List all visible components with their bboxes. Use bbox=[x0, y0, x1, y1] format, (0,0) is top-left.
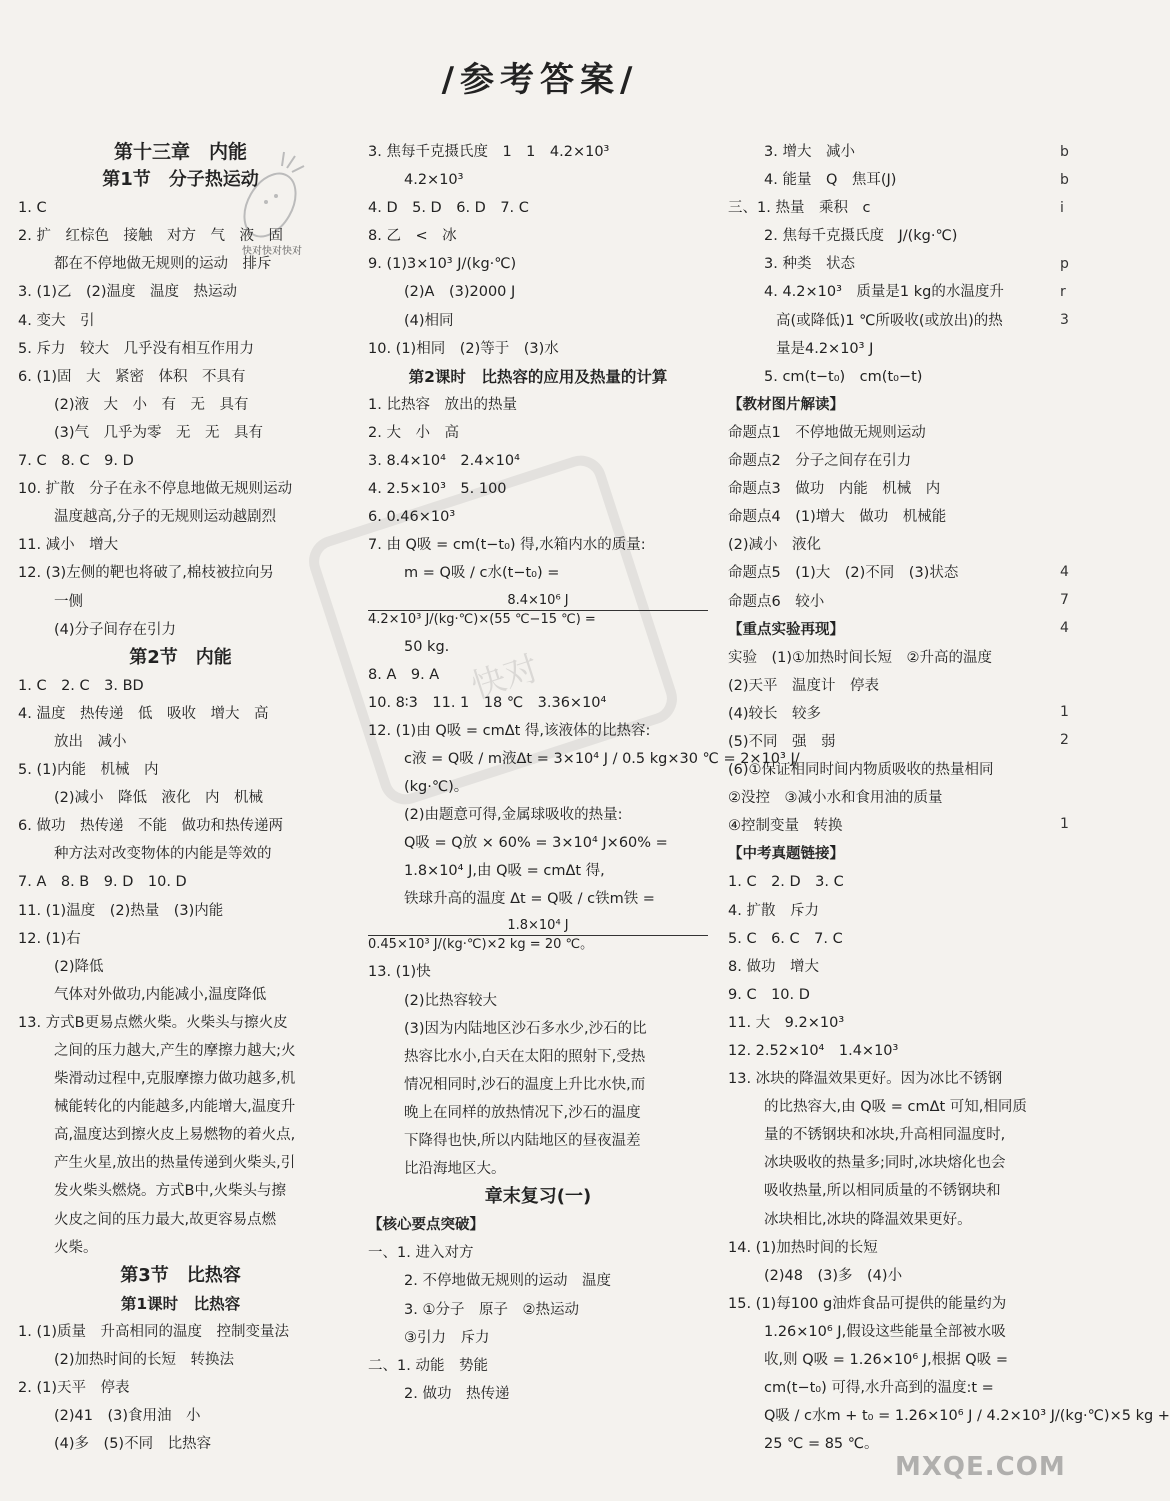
answer-line: (2)天平 温度计 停表 bbox=[728, 677, 880, 694]
answer-line: 3. 增大 减小 bbox=[764, 144, 855, 160]
answer-line: 一侧 bbox=[54, 593, 83, 610]
section-tag: 【核心要点突破】 bbox=[368, 1217, 484, 1234]
answer-line: 12. (3)左侧的靶也将破了,棉枝被拉向另 bbox=[18, 565, 274, 582]
answer-line: 高(或降低)1 ℃所吸收(或放出)的热 bbox=[776, 312, 1003, 329]
answer-line: 吸收热量,所以相同质量的不锈钢块和 bbox=[764, 1183, 1001, 1200]
answer-line: (3)因为内陆地区沙石多水少,沙石的比 bbox=[404, 1020, 647, 1037]
answer-line: 量是4.2×10³ J bbox=[776, 340, 874, 357]
answer-line: (6)①保证相同时间内物质吸收的热量相同 bbox=[728, 762, 994, 779]
answer-line: (2)液 大 小 有 无 具有 bbox=[54, 396, 249, 413]
answer-line: 实验 (1)①加热时间长短 ②升高的温度 bbox=[728, 649, 993, 666]
answer-line: (kg·℃)。 bbox=[404, 778, 469, 795]
answer-line: 三、1. 热量 乘积 c bbox=[728, 200, 871, 217]
answer-line: 12. 2.52×10⁴ 1.4×10³ bbox=[728, 1043, 899, 1059]
answer-line: 命题点6 较小 bbox=[728, 593, 825, 610]
answer-line: (4)较长 较多 bbox=[728, 705, 822, 722]
answer-line: 4. 4.2×10³ 质量是1 kg的水温度升 bbox=[764, 284, 1004, 301]
answer-line: 3. 种类 状态 bbox=[764, 256, 855, 273]
answer-line: 高,温度达到擦火皮上易燃物的着火点, bbox=[54, 1127, 296, 1144]
answer-line: 都在不停地做无规则的运动 排斥 bbox=[54, 256, 272, 273]
answer-line: 3. 焦每千克摄氏度 1 1 4.2×10³ bbox=[368, 144, 610, 160]
answer-line: 10. 扩散 分子在永不停息地做无规则运动 bbox=[18, 481, 293, 498]
answer-line: 温度越高,分子的无规则运动越剧烈 bbox=[54, 509, 277, 526]
answer-line: (3)气 几乎为零 无 无 具有 bbox=[54, 424, 264, 441]
answer-line: 冰块相比,冰块的降温效果更好。 bbox=[764, 1211, 972, 1228]
section-heading: 第1节 分子热运动 bbox=[102, 169, 259, 191]
edge-glyph bbox=[1060, 418, 1080, 446]
section-tag: 【中考真题链接】 bbox=[728, 846, 844, 863]
answer-line: 12. (1)由 Q吸 = cmΔt 得,该液体的比热容: bbox=[368, 722, 651, 739]
edge-glyph: 2 bbox=[1060, 732, 1069, 748]
answer-line: 10. 8∶3 11. 1 18 ℃ 3.36×10⁴ bbox=[368, 694, 607, 711]
answer-line: 4. 温度 热传递 低 吸收 增大 高 bbox=[18, 705, 269, 722]
answer-line: 11. 减小 增大 bbox=[18, 537, 119, 554]
answer-line: 气体对外做功,内能减小,温度降低 bbox=[54, 986, 267, 1003]
answer-line: (2)A (3)2000 J bbox=[404, 284, 516, 301]
edge-glyph: 1 bbox=[1060, 704, 1069, 720]
answer-line: 晚上在同样的放热情况下,沙石的温度 bbox=[404, 1104, 641, 1121]
edge-glyph: 4 bbox=[1060, 620, 1069, 636]
answer-line: 火皮之间的压力最大,故更容易点燃 bbox=[54, 1211, 277, 1228]
answer-line: 0.45×10³ J/(kg·℃)×2 kg = 20 ℃。 bbox=[368, 935, 708, 958]
answer-line: 8. 乙 < 冰 bbox=[368, 228, 457, 245]
answer-line: 命题点1 不停地做无规则运动 bbox=[728, 424, 926, 441]
edge-glyph: 3 bbox=[1060, 312, 1069, 328]
answer-line: 5. 斥力 较大 几乎没有相互作用力 bbox=[18, 340, 254, 357]
answer-line: 15. (1)每100 g油炸食品可提供的能量约为 bbox=[728, 1295, 1007, 1312]
answer-line: 1.8×10⁴ J,由 Q吸 = cmΔt 得, bbox=[404, 863, 605, 880]
answer-line: 5. cm(t−t₀) cm(t₀−t) bbox=[764, 368, 923, 385]
answer-line: Q吸 = Q放 × 60% = 3×10⁴ J×60% = bbox=[404, 835, 668, 852]
answer-line: 14. (1)加热时间的长短 bbox=[728, 1239, 878, 1256]
edge-glyph: p bbox=[1060, 256, 1069, 272]
answer-line: 收,则 Q吸 = 1.26×10⁶ J,根据 Q吸 = bbox=[764, 1352, 1008, 1369]
section-heading: 第2节 内能 bbox=[129, 646, 232, 668]
answer-line: 3. (1)乙 (2)温度 温度 热运动 bbox=[18, 284, 238, 301]
answer-line: Q吸 / c水m + t₀ = 1.26×10⁶ J / 4.2×10³ J/(kg·℃)×5 kg + bbox=[764, 1408, 1170, 1425]
answer-column-right bbox=[728, 138, 1170, 1458]
answer-line: (2)降低 bbox=[54, 958, 104, 975]
answer-line: 一、1. 进入对方 bbox=[368, 1245, 474, 1262]
answer-line: 3. 8.4×10⁴ 2.4×10⁴ bbox=[368, 453, 520, 470]
answer-line: 13. 冰块的降温效果更好。因为冰比不锈钢 bbox=[728, 1071, 1003, 1088]
edge-glyph bbox=[1060, 782, 1080, 810]
answer-line: 2. (1)天平 停表 bbox=[18, 1380, 130, 1397]
answer-line: 4.2×10³ J/(kg·℃)×(55 ℃−15 ℃) = bbox=[368, 610, 708, 633]
answer-line: 3. ①分子 原子 ②热运动 bbox=[404, 1301, 579, 1318]
answer-line: 2. 不停地做无规则的运动 温度 bbox=[404, 1273, 611, 1290]
edge-glyph: 4 bbox=[1060, 564, 1069, 580]
section-tag: 【重点实验再现】 bbox=[728, 621, 844, 638]
section-heading: 章末复习(一) bbox=[484, 1186, 592, 1208]
answer-line: 10. (1)相同 (2)等于 (3)水 bbox=[368, 340, 559, 357]
answer-line: 1. 比热容 放出的热量 bbox=[368, 396, 517, 413]
answer-line: c液 = Q吸 / m液Δt = 3×10⁴ J / 0.5 kg×30 ℃ = 2×10³ J/ bbox=[404, 750, 800, 767]
answer-line: (2)减小 降低 液化 内 机械 bbox=[54, 790, 264, 807]
answer-line: 之间的压力越大,产生的摩擦力越大;火 bbox=[54, 1043, 296, 1059]
edge-glyph: r bbox=[1060, 284, 1066, 300]
answer-line: 2. 扩 红棕色 接触 对方 气 液 固 bbox=[18, 228, 283, 245]
answer-line: 8.4×10⁶ J bbox=[507, 592, 569, 608]
answer-line: 二、1. 动能 势能 bbox=[368, 1357, 488, 1374]
answer-line: 比沿海地区大。 bbox=[404, 1161, 506, 1178]
edge-glyph bbox=[1060, 670, 1080, 698]
answer-line: (2)比热容较大 bbox=[404, 992, 498, 1009]
answer-column-left bbox=[18, 138, 343, 1458]
answer-line: 6. (1)固 大 紧密 体积 不具有 bbox=[18, 368, 246, 385]
answer-line: 2. 做功 热传递 bbox=[404, 1385, 510, 1402]
edge-glyph bbox=[1060, 362, 1080, 390]
answer-line: (4)多 (5)不同 比热容 bbox=[54, 1436, 212, 1453]
answer-line: 11. (1)温度 (2)热量 (3)内能 bbox=[18, 902, 224, 919]
answer-line: ③引力 斥力 bbox=[404, 1329, 490, 1346]
edge-glyph bbox=[1060, 530, 1080, 558]
answer-line: 量的不锈钢块和冰块,升高相同温度时, bbox=[764, 1127, 1006, 1144]
mascot-caption: 快对快对快对 bbox=[242, 246, 302, 257]
edge-glyph: i bbox=[1060, 200, 1064, 216]
edge-glyph: 1 bbox=[1060, 816, 1069, 832]
answer-line: 9. (1)3×10³ J/(kg·℃) bbox=[368, 256, 517, 273]
section-heading: 第十三章 内能 bbox=[113, 141, 247, 163]
adjacent-page-edge bbox=[1060, 138, 1080, 1038]
answer-line: ④控制变量 转换 bbox=[728, 818, 843, 835]
answer-line: 冰块吸收的热量多;同时,冰块熔化也会 bbox=[764, 1155, 1006, 1172]
answer-line: 1. C 2. C 3. BD bbox=[18, 677, 144, 694]
answer-line: (5)不同 强 弱 bbox=[728, 733, 836, 750]
answer-line: 1. (1)质量 升高相同的温度 控制变量法 bbox=[18, 1323, 289, 1340]
answer-line: 发火柴头燃烧。方式B中,火柴头与擦 bbox=[54, 1183, 287, 1200]
answer-line: (2)48 (3)多 (4)小 bbox=[764, 1267, 903, 1284]
answer-line: 4. 变大 引 bbox=[18, 312, 95, 329]
edge-glyph bbox=[1060, 334, 1080, 362]
answer-line: 4. 2.5×10³ 5. 100 bbox=[368, 481, 507, 498]
answer-line: 2. 大 小 高 bbox=[368, 424, 459, 441]
edge-glyph bbox=[1060, 474, 1080, 502]
answer-line: 的比热容大,由 Q吸 = cmΔt 可知,相同质 bbox=[764, 1099, 1027, 1116]
answer-line: 命题点2 分子之间存在引力 bbox=[728, 453, 912, 470]
answer-line: 命题点4 (1)增大 做功 机械能 bbox=[728, 509, 947, 526]
answer-line: cm(t−t₀) 可得,水升高到的温度:t = bbox=[764, 1380, 994, 1397]
answer-line: 情况相同时,沙石的温度上升比水快,而 bbox=[404, 1076, 646, 1093]
answer-line: 6. 0.46×10³ bbox=[368, 509, 456, 526]
answer-line: 13. (1)快 bbox=[368, 964, 431, 981]
answer-line: (4)相同 bbox=[404, 312, 454, 329]
answer-line: (2)加热时间的长短 转换法 bbox=[54, 1352, 235, 1369]
answer-line: 1.8×10⁴ J bbox=[507, 918, 569, 934]
edge-glyph: 7 bbox=[1060, 592, 1069, 608]
watermark-text: 快对 bbox=[466, 648, 544, 708]
answer-line: 4. D 5. D 6. D 7. C bbox=[368, 200, 529, 217]
answer-line: 4.2×10³ bbox=[404, 172, 464, 189]
answer-line: 命题点3 做功 内能 机械 内 bbox=[728, 481, 941, 498]
section-tag: 【教材图片解读】 bbox=[728, 396, 844, 413]
answer-line: 11. 大 9.2×10³ bbox=[728, 1014, 845, 1031]
answer-line: m = Q吸 / c水(t−t₀) = bbox=[404, 565, 560, 582]
answer-line: 产生火星,放出的热量传递到火柴头,引 bbox=[54, 1155, 296, 1172]
edge-glyph bbox=[1060, 446, 1080, 474]
answer-line: 火柴。 bbox=[54, 1239, 98, 1256]
answer-line: 7. A 8. B 9. D 10. D bbox=[18, 874, 187, 891]
answer-line: (2)41 (3)食用油 小 bbox=[54, 1408, 201, 1425]
answer-line: (2)减小 液化 bbox=[728, 537, 822, 554]
answer-line: 9. C 10. D bbox=[728, 986, 810, 1003]
answer-line: (2)由题意可得,金属球吸收的热量: bbox=[404, 807, 623, 824]
answer-line: 2. 焦每千克摄氏度 J/(kg·℃) bbox=[764, 228, 958, 245]
answer-line: 13. 方式B更易点燃火柴。火柴头与擦火皮 bbox=[18, 1014, 288, 1031]
answer-line: 6. 做功 热传递 不能 做功和热传递两 bbox=[18, 818, 283, 835]
answer-line: 50 kg. bbox=[404, 638, 450, 655]
answer-line: 5. (1)内能 机械 内 bbox=[18, 762, 159, 779]
answer-line: ②没控 ③减小水和食用油的质量 bbox=[728, 790, 943, 807]
answer-line: 放出 减小 bbox=[54, 733, 127, 750]
answer-line: 25 ℃ = 85 ℃。 bbox=[764, 1436, 879, 1453]
answer-line: 柴滑动过程中,克服摩擦力做功越多,机 bbox=[54, 1071, 296, 1088]
edge-glyph bbox=[1060, 390, 1080, 418]
answer-line: 8. 做功 增大 bbox=[728, 958, 819, 975]
answer-line: 1. C bbox=[18, 200, 47, 217]
section-heading: 第3节 比热容 bbox=[120, 1264, 241, 1286]
answer-line: 1. C 2. D 3. C bbox=[728, 874, 844, 891]
answer-line: 7. 由 Q吸 = cm(t−t₀) 得,水箱内水的质量: bbox=[368, 537, 646, 554]
answer-line: 5. C 6. C 7. C bbox=[728, 930, 843, 947]
answer-line: 热容比水小,白天在太阳的照射下,受热 bbox=[404, 1048, 646, 1065]
answer-line: 铁球升高的温度 Δt = Q吸 / c铁m铁 = bbox=[404, 891, 655, 908]
edge-glyph bbox=[1060, 502, 1080, 530]
answer-line: 命题点5 (1)大 (2)不同 (3)状态 bbox=[728, 565, 959, 582]
answer-line: 4. 能量 Q 焦耳(J) bbox=[764, 172, 897, 189]
edge-glyph: b bbox=[1060, 172, 1069, 188]
answer-line: 种方法对改变物体的内能是等效的 bbox=[54, 846, 272, 863]
footer-watermark-logo: MXQE.COM bbox=[895, 1452, 1066, 1482]
answer-line: 12. (1)右 bbox=[18, 930, 81, 947]
answer-line: 7. C 8. C 9. D bbox=[18, 453, 134, 470]
edge-glyph bbox=[1060, 754, 1080, 782]
section-heading: 第2课时 比热容的应用及热量的计算 bbox=[408, 367, 668, 386]
edge-glyph bbox=[1060, 222, 1080, 250]
answer-line: (4)分子间存在引力 bbox=[54, 621, 177, 638]
edge-glyph bbox=[1060, 642, 1080, 670]
answer-line: 械能转化的内能越多,内能增大,温度升 bbox=[54, 1099, 296, 1116]
edge-glyph: b bbox=[1060, 144, 1069, 160]
section-heading: 第1课时 比热容 bbox=[120, 1294, 241, 1313]
page-title: /参考答案/ bbox=[441, 60, 639, 100]
answer-line: 下降得也快,所以内陆地区的昼夜温差 bbox=[404, 1133, 641, 1149]
answer-line: 4. 扩散 斥力 bbox=[728, 902, 819, 919]
answer-line: 8. A 9. A bbox=[368, 666, 440, 683]
answer-line: 1.26×10⁶ J,假设这些能量全部被水吸 bbox=[764, 1323, 1006, 1340]
